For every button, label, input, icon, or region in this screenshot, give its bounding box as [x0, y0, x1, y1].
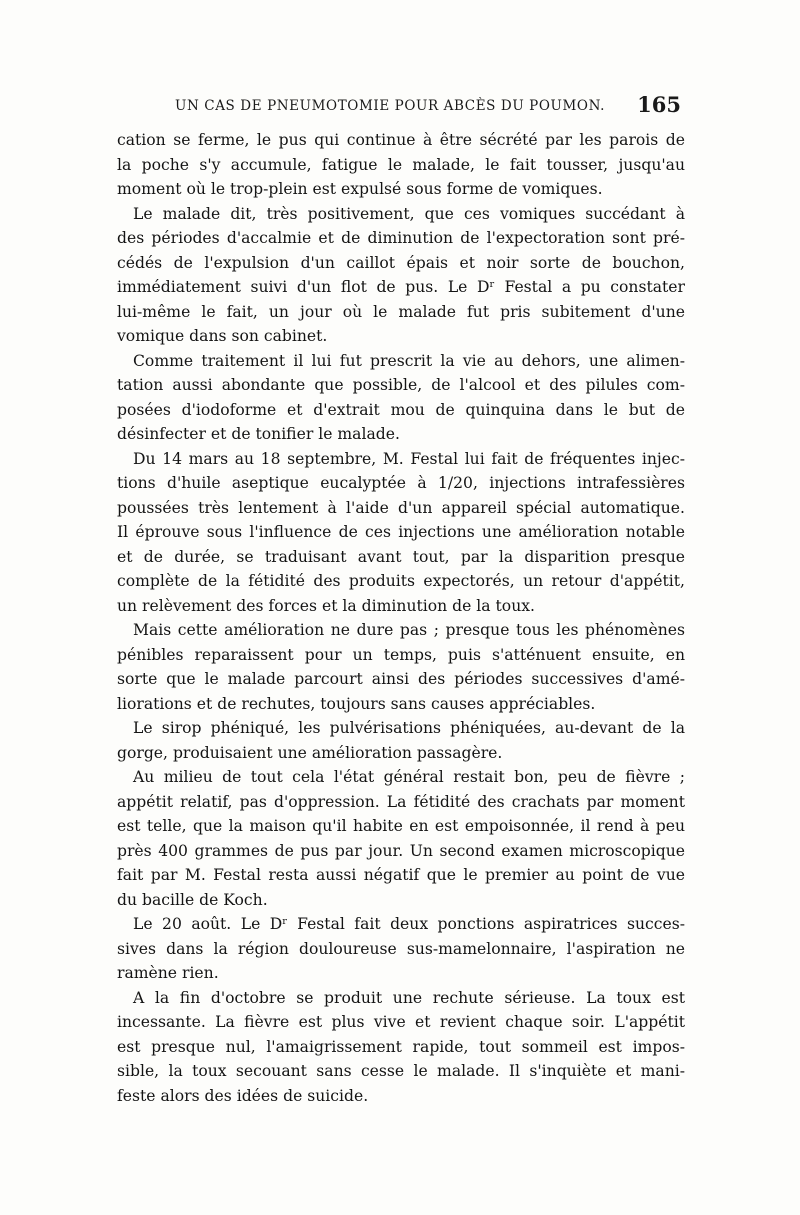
- text-line: lui-même le fait, un jour où le malade fut pris subitement d'une: [117, 302, 685, 321]
- text-line: poussées très lentement à l'aide d'un appareil spécial automatique.: [117, 498, 685, 517]
- text-line: des périodes d'accalmie et de diminution de l'expectoration sont pré-: [117, 229, 685, 247]
- text-line: Il éprouve sous l'influence de ces injections une amélioration notable: [117, 523, 685, 541]
- text-line: feste alors des idées de suicide.: [117, 1086, 369, 1105]
- text-line: un relèvement des forces et la diminution de la toux.: [117, 596, 535, 615]
- text-line: pénibles reparaissent pour un temps, puis s'atténuent ensuite, en: [117, 645, 685, 664]
- text-line: la poche s'y accumule, fatigue le malade, le fait tousser, jusqu'au: [117, 155, 685, 174]
- text-line: Le sirop phéniqué, les pulvérisations phéniquées, au-devant de la: [133, 719, 685, 737]
- text-line: appétit relatif, pas d'oppression. La fétidité des crachats par moment: [117, 792, 685, 811]
- running-title: UN CAS DE PNEUMOTOMIE POUR ABCÈS DU POUMON.: [175, 98, 606, 114]
- text-line: liorations et de rechutes, toujours sans causes appréciables.: [117, 694, 596, 713]
- text-line: sorte que le malade parcourt ainsi des périodes successives d'amé-: [117, 670, 685, 688]
- text-line: immédiatement suivi d'un flot de pus. Le Dʳ Festal a pu constater: [117, 278, 685, 296]
- text-line: Comme traitement il lui fut prescrit la vie au dehors, une alimen-: [133, 351, 685, 370]
- text-line: Le 20 août. Le Dʳ Festal fait deux ponctions aspiratrices succes-: [133, 915, 685, 933]
- text-line: fait par M. Festal resta aussi négatif que le premier au point de vue: [117, 866, 685, 884]
- text-line: gorge, produisaient une amélioration passagère.: [117, 743, 503, 762]
- text-line: incessante. La fièvre est plus vive et revient chaque soir. L'appétit: [117, 1013, 685, 1031]
- text-line: Le malade dit, très positivement, que ces vomiques succédant à: [133, 204, 685, 223]
- text-line: vomique dans son cabinet.: [117, 327, 328, 345]
- text-line: tions d'huile aseptique eucalyptée à 1/20, injections intrafessières: [117, 474, 685, 492]
- text-line: Mais cette amélioration ne dure pas ; presque tous les phénomènes: [133, 621, 685, 639]
- text-line: du bacille de Koch.: [117, 890, 268, 909]
- text-line: et de durée, se traduisant avant tout, par la disparition presque: [117, 547, 685, 566]
- text-line: désinfecter et de tonifier le malade.: [117, 425, 400, 443]
- text-line: cédés de l'expulsion d'un caillot épais et noir sorte de bouchon,: [117, 253, 685, 272]
- body-text: [117, 128, 685, 1108]
- page-number: 165: [637, 92, 681, 117]
- text-line: complète de la fétidité des produits expectorés, un retour d'appétit,: [117, 572, 685, 590]
- text-line: A la fin d'octobre se produit une rechute sérieuse. La toux est: [133, 988, 685, 1007]
- text-line: Du 14 mars au 18 septembre, M. Festal lui fait de fréquentes injec-: [133, 449, 685, 468]
- text-line: tation aussi abondante que possible, de l'alcool et des pilules com-: [117, 376, 685, 394]
- text-line: cation se ferme, le pus qui continue à être sécrété par les parois de: [117, 131, 685, 149]
- text-line: Au milieu de tout cela l'état général restait bon, peu de fièvre ;: [133, 768, 685, 786]
- text-line: près 400 grammes de pus par jour. Un second examen microscopique: [117, 841, 685, 860]
- text-line: ramène rien.: [117, 964, 219, 982]
- text-line: sives dans la région douloureuse sus-mamelonnaire, l'aspiration ne: [117, 939, 685, 958]
- text-line: est presque nul, l'amaigrissement rapide, tout sommeil est impos-: [117, 1037, 685, 1056]
- page-header: [117, 92, 685, 122]
- text-line: sible, la toux secouant sans cesse le malade. Il s'inquiète et mani-: [117, 1062, 685, 1080]
- text-line: posées d'iodoforme et d'extrait mou de quinquina dans le but de: [117, 400, 685, 419]
- text-line: moment où le trop-plein est expulsé sous forme de vomiques.: [117, 180, 603, 198]
- text-line: est telle, que la maison qu'il habite en est empoisonnée, il rend à peu: [117, 817, 685, 835]
